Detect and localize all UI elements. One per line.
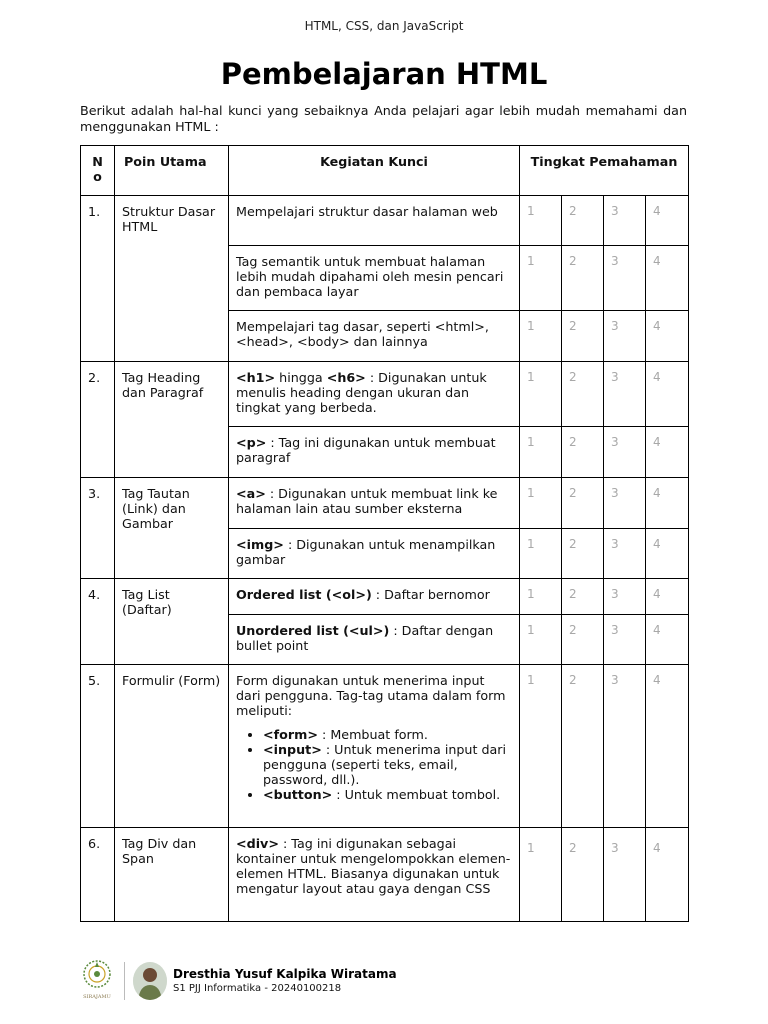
level-option-1[interactable]: 1 [520,615,562,665]
level-option-1[interactable]: 1 [520,665,562,828]
activity-text: : Daftar dengan bullet point [236,623,494,653]
level-option-2[interactable]: 2 [562,196,604,246]
level-option-4[interactable]: 4 [646,427,689,478]
tag-keyword: Unordered list (<ul>) [236,623,390,638]
seal-emblem-icon [78,958,116,1002]
intro-paragraph: Berikut adalah hal-hal kunci yang sebaiknya Anda pelajari agar lebih mudah memahami dan menggunakan HTML : [80,103,687,134]
level-option-2[interactable]: 2 [562,828,604,922]
table-row [81,665,689,828]
level-option-2[interactable]: 2 [562,478,604,529]
level-option-1[interactable]: 1 [520,579,562,615]
level-option-4[interactable]: 4 [646,362,689,427]
header-activity: Kegiatan Kunci [229,146,520,196]
level-option-1[interactable]: 1 [520,246,562,311]
table-row [81,478,689,529]
activity-text: Form digunakan untuk menerima input dari pengguna. Tag-tag utama dalam form meliputi: [236,673,506,718]
level-option-2[interactable]: 2 [562,665,604,828]
level-option-4[interactable]: 4 [646,311,689,362]
running-header: HTML, CSS, dan JavaScript [304,19,464,33]
tag-keyword: <input> [263,742,322,757]
list-item: • <button> : Untuk membuat tombol. [263,787,512,802]
row-point: Tag Heading dan Paragraf [115,362,229,478]
page-title: Pembelajaran HTML [220,57,548,91]
list-item: • <input> : Untuk menerima input dari pengguna (seperti teks, email, password, dll.). [263,742,512,787]
activity-text: : Tag ini digunakan untuk membuat paragraf [236,435,496,465]
level-option-2[interactable]: 2 [562,427,604,478]
activity-cell [229,196,520,246]
form-tag-list [236,727,512,802]
row-number: 4. [81,579,115,665]
table-row [81,362,689,427]
table-row [81,828,689,922]
activity-text: : Daftar bernomor [371,587,490,602]
learning-table [80,145,689,922]
activity-cell: <h1> hingga <h6> : Digunakan untuk menulis heading dengan ukuran dan tingkat yang berbeda. [229,362,520,427]
level-option-3[interactable]: 3 [604,478,646,529]
level-option-1[interactable]: 1 [520,196,562,246]
level-option-2[interactable]: 2 [562,246,604,311]
activity-cell [229,828,520,922]
row-number: 6. [81,828,115,922]
row-number: 1. [81,196,115,362]
activity-cell [229,665,520,828]
row-point: Tag Tautan (Link) dan Gambar [115,478,229,579]
level-option-1[interactable]: 1 [520,362,562,427]
row-point: Struktur Dasar HTML [115,196,229,362]
level-option-1[interactable]: 1 [520,427,562,478]
footer-divider [124,962,125,1000]
tag-keyword: <h6> [326,370,366,385]
table-row [81,196,689,246]
level-option-4[interactable]: 4 [646,615,689,665]
row-point: Tag Div dan Span [115,828,229,922]
tag-keyword: <p> [236,435,267,450]
activity-text: : Digunakan untuk membuat link ke halaman lain atau sumber eksterna [236,486,498,516]
activity-text: Mempelajari tag dasar, seperti <html>, <head>, <body> dan lainnya [236,319,489,349]
svg-text:SIRAJAMU: SIRAJAMU [83,994,111,1000]
author-footer [78,958,478,1002]
header-level: Tingkat Pemahaman [520,146,689,196]
level-option-2[interactable]: 2 [562,615,604,665]
tag-keyword: <h1> [236,370,276,385]
author-photo-icon [133,962,167,1000]
level-option-3[interactable]: 3 [604,311,646,362]
activity-cell [229,579,520,615]
row-number: 5. [81,665,115,828]
level-option-3[interactable]: 3 [604,579,646,615]
tag-keyword: <img> [236,537,284,552]
level-option-3[interactable]: 3 [604,246,646,311]
level-option-3[interactable]: 3 [604,828,646,922]
table-row [81,579,689,615]
header-no: No [81,146,115,196]
row-point: Tag List (Daftar) [115,579,229,665]
activity-text: Mempelajari struktur dasar halaman web [236,204,498,219]
level-option-3[interactable]: 3 [604,196,646,246]
activity-text: : Digunakan untuk menulis heading dengan ukuran dan tingkat yang berbeda. [236,370,487,415]
activity-text: : Digunakan untuk menampilkan gambar [236,537,496,567]
university-seal-logo [78,958,116,1002]
level-option-4[interactable]: 4 [646,246,689,311]
row-number: 3. [81,478,115,579]
header-point: Poin Utama [115,146,229,196]
level-option-3[interactable]: 3 [604,665,646,828]
activity-cell [229,615,520,665]
level-option-2[interactable]: 2 [562,362,604,427]
author-name: Dresthia Yusuf Kalpika Wiratama [173,967,397,981]
level-option-4[interactable]: 4 [646,665,689,828]
activity-text: : Tag ini digunakan sebagai kontainer untuk mengelompokkan elemen-elemen HTML. Biasanya digunakan untuk mengatur layout atau gaya dengan CSS [236,836,511,896]
activity-cell [229,246,520,311]
activity-cell [229,311,520,362]
level-option-4[interactable]: 4 [646,579,689,615]
level-option-1[interactable]: 1 [520,478,562,529]
author-program-id: S1 PJJ Informatika - 20240100218 [173,983,342,994]
row-number: 2. [81,362,115,478]
level-option-4[interactable]: 4 [646,529,689,579]
level-option-3[interactable]: 3 [604,615,646,665]
level-option-4[interactable]: 4 [646,196,689,246]
tag-keyword: <form> [263,727,318,742]
tag-keyword: <div> [236,836,279,851]
tag-keyword: <a> [236,486,266,501]
level-option-3[interactable]: 3 [604,362,646,427]
level-option-2[interactable]: 2 [562,579,604,615]
level-option-1[interactable]: 1 [520,828,562,922]
tag-keyword: <button> [263,787,333,802]
level-option-1[interactable]: 1 [520,311,562,362]
activity-cell [229,427,520,478]
activity-text: Tag semantik untuk membuat halaman lebih mudah dipahami oleh mesin pencari dan pembaca layar [236,254,504,299]
author-avatar [133,962,167,1000]
level-option-3[interactable]: 3 [604,427,646,478]
level-option-4[interactable]: 4 [646,828,689,922]
level-option-4[interactable]: 4 [646,478,689,529]
table-header-row [81,146,689,196]
level-option-2[interactable]: 2 [562,311,604,362]
row-point: Formulir (Form) [115,665,229,828]
level-option-2[interactable]: 2 [562,529,604,579]
tag-keyword: Ordered list (<ol>) [236,587,372,602]
list-item: • <form> : Membuat form. [263,727,512,742]
level-option-1[interactable]: 1 [520,529,562,579]
activity-cell [229,478,520,529]
activity-cell [229,529,520,579]
level-option-3[interactable]: 3 [604,529,646,579]
